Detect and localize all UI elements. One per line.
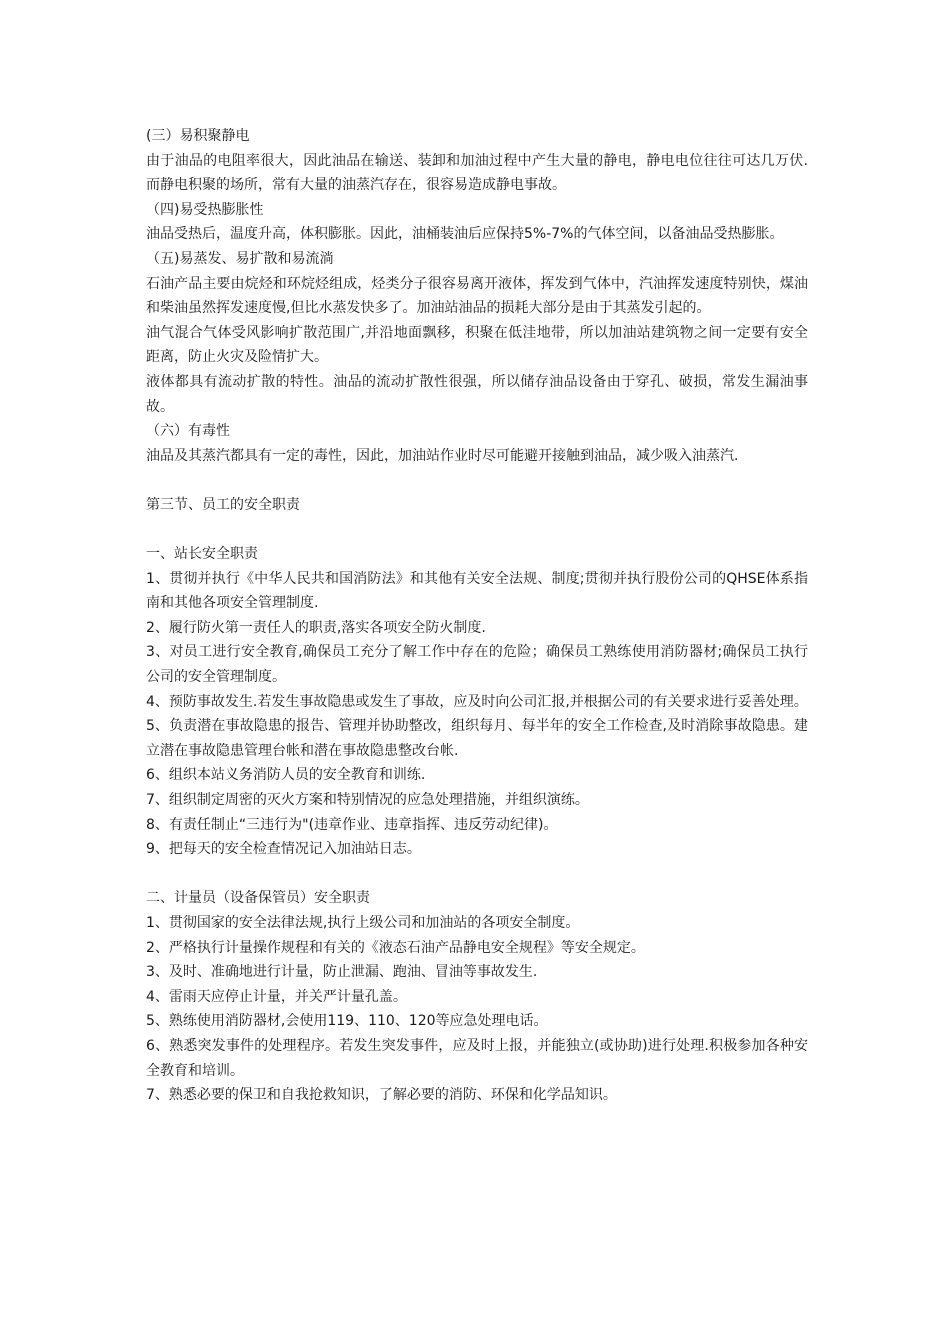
paragraph-thermal-expansion: 油品受热后，温度升高，体积膨胀。因此，油桶装油后应保持5%-7%的气体空间，以备油品受热膨胀。 — [146, 226, 784, 243]
list-item: 3、对员工进行安全教育,确保员工充分了解工作中存在的危险；确保员工熟练使用消防器材;确保员工执行公司的安全管理制度。 — [146, 644, 808, 686]
list-item: 6、组织本站义务消防人员的安全教育和训练. — [146, 767, 426, 784]
heading-evaporation: （五)易蒸发、易扩散和易流淌 — [146, 250, 334, 267]
list-item: 2、严格执行计量操作规程和有关的《液态石油产品静电安全规程》等安全规定。 — [146, 939, 645, 956]
paragraph-toxicity: 油品及其蒸汽都具有一定的毒性，因此，加油站作业时尽可能避开接触到油品，减少吸入油蒸汽. — [146, 447, 739, 464]
list-item: 4、预防事故发生.若发生事故隐患或发生了事故，应及时向公司汇报,并根据公司的有关要求进行妥善处理。 — [146, 693, 808, 710]
blank-line — [146, 468, 808, 493]
list-item: 3、及时、准确地进行计量，防止泄漏、跑油、冒油等事故发生. — [146, 964, 538, 981]
heading-toxicity: （六）有毒性 — [146, 423, 230, 440]
heading-thermal-expansion: （四)易受热膨胀性 — [146, 201, 264, 218]
list-item: 8、有责任制止“三违行为"(违章作业、违章指挥、违反劳动纪律)。 — [146, 816, 558, 833]
metering-staff-title: 二、计量员（设备保管员）安全职责 — [146, 890, 370, 907]
list-item: 7、熟悉必要的保卫和自我抢救知识，了解必要的消防、环保和化学品知识。 — [146, 1087, 617, 1104]
section-title: 第三节、员工的安全职责 — [146, 496, 300, 513]
list-item: 2、履行防火第一责任人的职责,落实各项安全防火制度. — [146, 619, 486, 636]
list-item: 4、雷雨天应停止计量，并关严计量孔盖。 — [146, 988, 407, 1005]
paragraph-evaporation-3: 液体都具有流动扩散的特性。油品的流动扩散性很强，所以储存油品设备由于穿孔、破损，常发生漏油事故。 — [146, 373, 808, 415]
heading-static-electricity: (三）易积聚静电 — [146, 128, 250, 144]
paragraph-evaporation-1: 石油产品主要由烷烃和环烷烃组成，烃类分子很容易离开液体，挥发到气体中，汽油挥发速度特别快，煤油和柴油虽然挥发速度慢,但比水蒸发快多了。加油站油品的损耗大部分是由于其蒸发引起的。 — [146, 275, 808, 317]
document-page — [146, 124, 808, 1108]
paragraph-static-electricity: 由于油品的电阻率很大，因此油品在输送、装卸和加油过程中产生大量的静电，静电电位往往可达几万伏.而静电积聚的场所，常有大量的油蒸汽存在，很容易造成静电事故。 — [146, 152, 808, 194]
list-item: 5、负责潜在事故隐患的报告、管理并协助整改，组织每月、每半年的安全工作检查,及时消除事故隐患。建立潜在事故隐患管理台帐和潜在事故隐患整改台帐. — [146, 718, 808, 759]
paragraph-evaporation-2: 油气混合气体受风影响扩散范围广,并沿地面飘移，积聚在低洼地带，所以加油站建筑物之间一定要有安全距离，防止火灾及险情扩大。 — [146, 324, 808, 366]
list-item: 1、贯彻并执行《中华人民共和国消防法》和其他有关安全法规、制度;贯彻并执行股份公司的QHSE体系指南和其他各项安全管理制度. — [146, 570, 808, 612]
blank-line — [146, 862, 808, 887]
list-item: 9、把每天的安全检查情况记入加油站日志。 — [146, 841, 421, 858]
station-manager-title: 一、站长安全职责 — [146, 546, 258, 563]
list-item: 5、熟练使用消防器材,会使用119、110、120等应急处理电话。 — [146, 1013, 548, 1030]
list-item: 7、组织制定周密的灭火方案和特别情况的应急处理措施，并组织演练。 — [146, 792, 589, 809]
list-item: 6、熟悉突发事件的处理程序。若发生突发事件，应及时上报，并能独立(或协助)进行处理.积极参加各种安全教育和培训。 — [146, 1037, 808, 1079]
list-item: 1、贯彻国家的安全法律法规,执行上级公司和加油站的各项安全制度。 — [146, 915, 580, 931]
blank-line — [146, 518, 808, 543]
